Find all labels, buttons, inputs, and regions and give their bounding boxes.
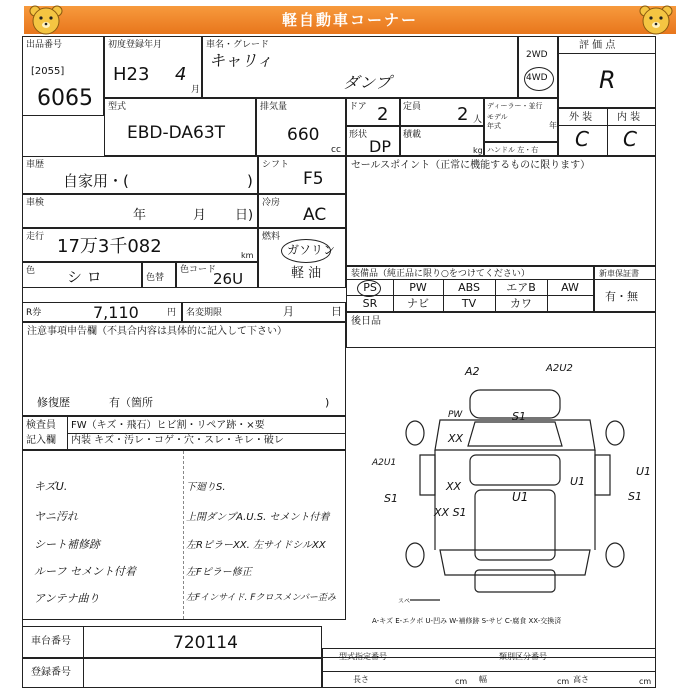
notes-repair-value: 有（箇所 — [109, 396, 153, 409]
recycle-label: R券 — [26, 308, 42, 318]
drive-4wd: 4WD — [526, 73, 548, 83]
inspector-row-1: FW（キズ・飛石）ヒビ割・リペア跡・×要 — [71, 420, 265, 431]
fuel-cell — [258, 228, 346, 288]
after-market-label: 後日品 — [351, 316, 381, 327]
fuel-diesel: 軽 油 — [291, 266, 322, 281]
notes-repair-label: 修復歴 — [37, 396, 70, 409]
ac-value: AC — [303, 205, 327, 225]
dealer-label: ディーラー・並行 — [487, 102, 543, 110]
comment-right-2: 上開ダンプA.U.S. セメント付着 — [186, 512, 330, 523]
inspector-row-2: 内装 キズ・汚レ・コゲ・穴・スレ・キレ・破レ — [71, 435, 284, 446]
displacement-unit: cc — [331, 145, 341, 155]
after-market-cell — [346, 312, 656, 348]
vehicle-diagram-icon — [380, 360, 650, 610]
rating-int-label: 内 装 — [617, 112, 641, 123]
diag-mark-s1-top: S1 — [512, 410, 526, 423]
header-banner — [24, 6, 676, 34]
diag-mark-xx-2: XX — [446, 480, 462, 493]
mileage-cell — [22, 228, 258, 262]
transfer-day: 日 — [331, 305, 342, 318]
diag-mark-pw: PW — [448, 410, 463, 420]
dealer-year-unit: 年 — [549, 121, 557, 130]
capacity-cell — [400, 98, 484, 126]
fuel-label: 燃料 — [262, 232, 281, 242]
comment-left-4: ルーフ セメント付着 — [34, 565, 136, 578]
inspector-cell — [22, 416, 346, 450]
lot-label: 出品番号 — [26, 40, 63, 50]
doors-label: ドア — [349, 102, 367, 112]
comment-right-3: 左RピラーXX. 左サイドシルXX — [186, 540, 326, 551]
dealer-cell — [484, 98, 558, 142]
inspection-day: 日) — [235, 208, 254, 223]
mileage-value: 17万3千082 — [57, 236, 162, 257]
doors-cell — [346, 98, 400, 126]
shape-value: DP — [369, 137, 391, 156]
recycle-value: 7,110 — [93, 303, 139, 322]
doors-value: 2 — [377, 104, 389, 125]
spec-length: 長さ — [353, 675, 369, 684]
shift-cell — [258, 156, 346, 194]
rating-sub-cell — [558, 108, 656, 156]
equip-leather: カワ — [510, 297, 532, 310]
rating-cell — [558, 36, 656, 108]
drive-2wd: 2WD — [526, 50, 548, 60]
comment-left-2: ヤニ汚れ — [34, 510, 78, 523]
diag-mark-u1-mid: U1 — [570, 475, 586, 488]
transfer-month: 月 — [283, 305, 294, 318]
comment-right-4: 左Fピラー修正 — [186, 567, 252, 578]
drive-cell — [518, 36, 558, 98]
dealer-model-label: モデル — [487, 113, 508, 121]
diag-mark-xx-1: XX — [448, 432, 464, 445]
new-warranty-label: 新車保証書 — [599, 269, 639, 278]
load-unit: kg — [473, 146, 483, 155]
comment-right-5: 左Fインサイド. Fクロスメンバー歪み — [186, 593, 336, 603]
dealer-year-label: 年式 — [487, 122, 501, 130]
spec-label-2: 類別区分番号 — [499, 652, 547, 661]
capacity-unit: 人 — [473, 115, 483, 125]
recycle-unit: 円 — [167, 308, 177, 318]
bear-mascot-right-icon — [636, 3, 676, 39]
color-code-value: 26U — [213, 270, 244, 288]
equip-tv: TV — [461, 297, 477, 310]
plate-label: 登録番号 — [31, 667, 71, 678]
spec-length-unit: cm — [455, 677, 468, 686]
capacity-label: 定員 — [403, 102, 422, 112]
comment-left-1: キズU. — [34, 480, 68, 493]
chassis-cell — [22, 626, 322, 658]
handle-cell — [484, 142, 558, 156]
first-reg-month: 4 — [175, 64, 187, 85]
ac-cell — [258, 194, 346, 228]
equipment-label: 装備品（純正品に限り○をつけてください） — [351, 269, 530, 279]
sales-point-label: セールスポイント（正常に機能するものに限ります） — [351, 160, 591, 171]
capacity-value: 2 — [457, 104, 469, 125]
transfer-cell — [182, 302, 346, 322]
history-cell — [22, 156, 258, 194]
color-change-label: 色替 — [146, 273, 165, 283]
spec-label-1: 型式指定番号 — [339, 652, 387, 661]
first-reg-era: H23 — [113, 64, 150, 85]
rating-ext-value: C — [575, 127, 589, 151]
history-close: ) — [247, 172, 253, 190]
spec-cell — [322, 648, 656, 688]
model-name: キャリィ — [209, 51, 273, 70]
spec-height: 高さ — [573, 675, 589, 684]
color-cell — [22, 262, 142, 288]
rating-int-value: C — [623, 127, 637, 151]
diag-mark-xxs1: XX S1 — [434, 506, 467, 519]
first-reg-month-unit: 月 — [191, 85, 201, 95]
shape-label: 形状 — [349, 130, 368, 140]
new-warranty-value: 有・無 — [605, 290, 638, 303]
history-value: 自家用・( — [63, 172, 129, 190]
comment-left-3: シート補修跡 — [34, 538, 100, 551]
model-cell — [202, 36, 518, 98]
shift-value: F5 — [303, 169, 324, 189]
notes-label: 注意事項申告欄（不具合内容は具体的に記入して下さい） — [27, 326, 287, 337]
displacement-value: 660 — [287, 125, 320, 145]
equip-airbag: エアB — [506, 281, 536, 294]
color-code-label: 色コード — [180, 265, 217, 275]
comment-right-1: 下廻りS. — [186, 482, 226, 493]
new-warranty-cell — [594, 266, 656, 312]
plate-cell — [22, 658, 322, 688]
history-label: 車歴 — [26, 160, 45, 170]
first-reg-cell — [104, 36, 202, 98]
diag-mark-u1-right: U1 — [636, 465, 652, 478]
chassis-value: 720114 — [173, 633, 238, 653]
chassis-label: 車台番号 — [31, 636, 71, 647]
displacement-cell — [256, 98, 346, 156]
first-reg-label: 初度登録年月 — [108, 40, 163, 50]
lot-sub: [2055] — [31, 66, 65, 77]
legend-text: A-キズ E-エクボ U-凹み W-補修跡 S-サビ C-腐食 XX-交換済 — [372, 617, 562, 625]
model-grade: ダンプ — [343, 73, 392, 92]
type-cell — [104, 98, 256, 156]
diag-mark-a2u1: A2U1 — [372, 458, 397, 468]
spec-height-unit: cm — [639, 677, 652, 686]
notes-cell — [22, 322, 346, 416]
lot-number: 6065 — [37, 86, 93, 111]
equip-sr: SR — [362, 297, 378, 310]
diag-mark-s1-left: S1 — [384, 492, 398, 505]
rating-label: 評 価 点 — [579, 40, 616, 51]
notes-repair-close: ) — [325, 396, 330, 409]
type-value: EBD-DA63T — [127, 123, 226, 143]
diag-caption: スペ — [398, 598, 411, 605]
equip-navi: ナビ — [407, 297, 429, 310]
inspection-month: 月 — [193, 208, 207, 223]
equip-pw: PW — [409, 281, 427, 294]
transfer-label: 名変期限 — [186, 308, 223, 318]
ac-label: 冷房 — [262, 198, 281, 208]
mileage-unit: km — [241, 251, 254, 260]
equipment-cell — [346, 266, 594, 312]
shift-label: シフト — [262, 160, 290, 170]
bear-mascot-left-icon — [26, 3, 66, 39]
comment-left-5: アンテナ曲り — [34, 592, 100, 605]
equip-abs: ABS — [458, 281, 480, 294]
displacement-label: 排気量 — [260, 102, 288, 112]
inspection-cell — [22, 194, 258, 228]
mileage-label: 走行 — [26, 232, 45, 242]
fuel-gasoline: ガソリン — [287, 243, 336, 257]
color-value: シ ロ — [67, 268, 102, 286]
load-label: 積載 — [403, 130, 422, 140]
header-title: 軽自動車コーナー — [281, 11, 418, 29]
diag-mark-s1-right: S1 — [628, 490, 642, 503]
equip-ps: PS — [363, 281, 377, 294]
model-label: 車名・グレード — [206, 40, 270, 50]
color-code-cell — [176, 262, 258, 288]
type-label: 型式 — [108, 102, 127, 112]
color-label: 色 — [26, 266, 36, 276]
diag-mark-a2u2: A2U2 — [546, 363, 573, 374]
load-cell — [400, 126, 484, 156]
inspector-label-1: 検査員 — [26, 420, 56, 431]
rating-value: R — [599, 66, 616, 94]
spec-width-unit: cm — [557, 677, 570, 686]
rating-ext-label: 外 装 — [569, 112, 593, 123]
diag-mark-a2: A2 — [465, 365, 480, 378]
inspection-label: 車検 — [26, 198, 45, 208]
equip-aw: AW — [561, 281, 579, 294]
sales-point-cell — [346, 156, 656, 266]
inspector-label-2: 記入欄 — [26, 435, 56, 446]
recycle-cell — [22, 302, 182, 322]
lot-cell — [22, 36, 104, 116]
shape-cell — [346, 126, 400, 156]
handle-label: ハンドル 左・右 — [487, 146, 539, 154]
diag-mark-u1-center: U1 — [512, 490, 529, 504]
color-change-cell — [142, 262, 176, 288]
spec-width: 幅 — [479, 675, 487, 684]
inspection-year: 年 — [133, 208, 147, 223]
